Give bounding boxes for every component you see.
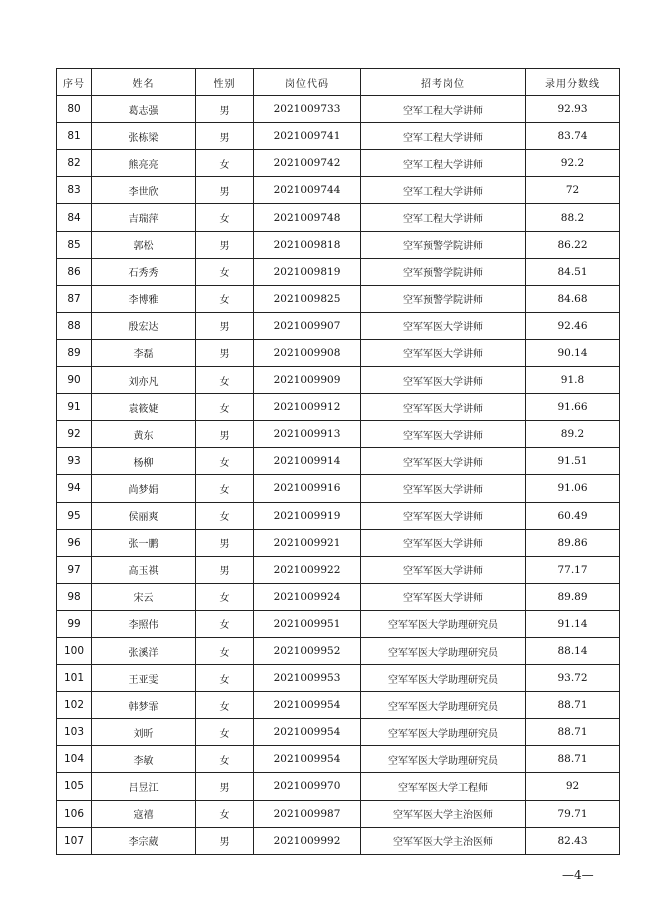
table-row <box>57 827 620 854</box>
row-position-code: 2021009970 <box>254 773 361 800</box>
row-name: 葛志强 <box>92 96 196 123</box>
row-score: 90.14 <box>526 339 620 366</box>
row-name: 尚梦娟 <box>92 475 196 502</box>
row-position-code: 2021009954 <box>254 746 361 773</box>
row-gender: 女 <box>196 502 254 529</box>
table-row <box>57 258 620 285</box>
row-position: 空军军医大学讲师 <box>361 394 526 421</box>
row-position: 空军军医大学讲师 <box>361 583 526 610</box>
row-index: 91 <box>57 394 92 421</box>
row-position-code: 2021009922 <box>254 556 361 583</box>
table-row <box>57 665 620 692</box>
row-name: 刘昕 <box>92 719 196 746</box>
row-score: 91.8 <box>526 367 620 394</box>
row-position-code: 2021009819 <box>254 258 361 285</box>
row-position: 空军军医大学讲师 <box>361 421 526 448</box>
row-position: 空军军医大学主治医师 <box>361 800 526 827</box>
row-name: 侯丽爽 <box>92 502 196 529</box>
row-gender: 男 <box>196 312 254 339</box>
row-index: 104 <box>57 746 92 773</box>
row-position-code: 2021009987 <box>254 800 361 827</box>
row-score: 92.2 <box>526 150 620 177</box>
row-position-code: 2021009952 <box>254 637 361 664</box>
row-gender: 女 <box>196 637 254 664</box>
row-score: 88.71 <box>526 692 620 719</box>
row-gender: 女 <box>196 610 254 637</box>
row-position: 空军工程大学讲师 <box>361 204 526 231</box>
row-name: 殷宏达 <box>92 312 196 339</box>
row-position-code: 2021009825 <box>254 285 361 312</box>
row-position-code: 2021009748 <box>254 204 361 231</box>
header-name: 姓名 <box>92 69 196 96</box>
row-name: 刘亦凡 <box>92 367 196 394</box>
row-position: 空军军医大学讲师 <box>361 502 526 529</box>
row-score: 91.14 <box>526 610 620 637</box>
row-name: 石秀秀 <box>92 258 196 285</box>
row-gender: 女 <box>196 692 254 719</box>
row-position: 空军军医大学讲师 <box>361 312 526 339</box>
row-index: 81 <box>57 123 92 150</box>
row-score: 79.71 <box>526 800 620 827</box>
row-position-code: 2021009912 <box>254 394 361 421</box>
row-position-code: 2021009908 <box>254 339 361 366</box>
header-position-code: 岗位代码 <box>254 69 361 96</box>
row-position-code: 2021009733 <box>254 96 361 123</box>
row-name: 张栋梁 <box>92 123 196 150</box>
table-row <box>57 719 620 746</box>
table-row <box>57 448 620 475</box>
table-row <box>57 339 620 366</box>
row-index: 96 <box>57 529 92 556</box>
row-index: 95 <box>57 502 92 529</box>
row-position-code: 2021009741 <box>254 123 361 150</box>
row-position-code: 2021009907 <box>254 312 361 339</box>
row-index: 105 <box>57 773 92 800</box>
table-row <box>57 96 620 123</box>
table-row <box>57 773 620 800</box>
row-score: 91.06 <box>526 475 620 502</box>
table-row <box>57 475 620 502</box>
table-row <box>57 177 620 204</box>
row-gender: 女 <box>196 800 254 827</box>
row-index: 97 <box>57 556 92 583</box>
table-row <box>57 692 620 719</box>
header-index: 序号 <box>57 69 92 96</box>
row-index: 84 <box>57 204 92 231</box>
row-score: 88.71 <box>526 746 620 773</box>
row-position-code: 2021009954 <box>254 692 361 719</box>
table-row <box>57 529 620 556</box>
row-position-code: 2021009916 <box>254 475 361 502</box>
row-index: 82 <box>57 150 92 177</box>
row-index: 92 <box>57 421 92 448</box>
row-position-code: 2021009951 <box>254 610 361 637</box>
table-row <box>57 394 620 421</box>
row-name: 李博雅 <box>92 285 196 312</box>
row-gender: 男 <box>196 96 254 123</box>
row-index: 90 <box>57 367 92 394</box>
row-name: 黄东 <box>92 421 196 448</box>
table-row <box>57 367 620 394</box>
header-gender: 性别 <box>196 69 254 96</box>
row-name: 李照伟 <box>92 610 196 637</box>
row-position-code: 2021009954 <box>254 719 361 746</box>
table-row <box>57 800 620 827</box>
row-position-code: 2021009742 <box>254 150 361 177</box>
row-name: 李世欣 <box>92 177 196 204</box>
row-score: 86.22 <box>526 231 620 258</box>
row-position: 空军预警学院讲师 <box>361 285 526 312</box>
row-position: 空军军医大学助理研究员 <box>361 665 526 692</box>
row-position: 空军军医大学助理研究员 <box>361 637 526 664</box>
row-index: 86 <box>57 258 92 285</box>
row-score: 88.14 <box>526 637 620 664</box>
row-gender: 男 <box>196 827 254 854</box>
row-position: 空军军医大学讲师 <box>361 475 526 502</box>
table-header-row <box>57 69 620 96</box>
row-index: 101 <box>57 665 92 692</box>
row-score: 92.46 <box>526 312 620 339</box>
table-row <box>57 556 620 583</box>
row-position-code: 2021009909 <box>254 367 361 394</box>
row-position-code: 2021009818 <box>254 231 361 258</box>
row-position: 空军军医大学助理研究员 <box>361 692 526 719</box>
row-gender: 女 <box>196 746 254 773</box>
page-number: —4— <box>562 868 594 882</box>
row-index: 88 <box>57 312 92 339</box>
row-score: 89.89 <box>526 583 620 610</box>
row-gender: 男 <box>196 556 254 583</box>
header-position: 招考岗位 <box>361 69 526 96</box>
row-gender: 男 <box>196 123 254 150</box>
table-row <box>57 285 620 312</box>
row-gender: 男 <box>196 529 254 556</box>
row-position: 空军军医大学讲师 <box>361 556 526 583</box>
header-score-line: 录用分数线 <box>526 69 620 96</box>
row-position: 空军预警学院讲师 <box>361 258 526 285</box>
row-index: 103 <box>57 719 92 746</box>
row-gender: 女 <box>196 367 254 394</box>
row-gender: 女 <box>196 285 254 312</box>
row-position-code: 2021009914 <box>254 448 361 475</box>
row-position-code: 2021009992 <box>254 827 361 854</box>
row-name: 韩梦霏 <box>92 692 196 719</box>
row-position: 空军工程大学讲师 <box>361 96 526 123</box>
row-name: 李磊 <box>92 339 196 366</box>
table-row <box>57 312 620 339</box>
row-position: 空军工程大学讲师 <box>361 123 526 150</box>
row-name: 张溪洋 <box>92 637 196 664</box>
row-name: 寇禧 <box>92 800 196 827</box>
row-index: 93 <box>57 448 92 475</box>
row-position-code: 2021009921 <box>254 529 361 556</box>
row-gender: 女 <box>196 475 254 502</box>
row-position: 空军军医大学助理研究员 <box>361 719 526 746</box>
table-row <box>57 123 620 150</box>
row-score: 84.51 <box>526 258 620 285</box>
row-position: 空军军医大学讲师 <box>361 367 526 394</box>
row-name: 杨柳 <box>92 448 196 475</box>
row-score: 82.43 <box>526 827 620 854</box>
row-score: 60.49 <box>526 502 620 529</box>
row-score: 89.2 <box>526 421 620 448</box>
row-position-code: 2021009919 <box>254 502 361 529</box>
table-row <box>57 610 620 637</box>
row-gender: 女 <box>196 204 254 231</box>
row-name: 吕昱江 <box>92 773 196 800</box>
table-row <box>57 637 620 664</box>
row-score: 91.66 <box>526 394 620 421</box>
row-name: 吉瑞萍 <box>92 204 196 231</box>
row-position: 空军军医大学助理研究员 <box>361 610 526 637</box>
row-index: 80 <box>57 96 92 123</box>
row-position-code: 2021009913 <box>254 421 361 448</box>
row-score: 93.72 <box>526 665 620 692</box>
row-name: 宋云 <box>92 583 196 610</box>
row-index: 94 <box>57 475 92 502</box>
row-score: 84.68 <box>526 285 620 312</box>
row-name: 袁筱婕 <box>92 394 196 421</box>
table-row <box>57 150 620 177</box>
table-row <box>57 421 620 448</box>
row-name: 熊亮亮 <box>92 150 196 177</box>
row-index: 98 <box>57 583 92 610</box>
row-index: 83 <box>57 177 92 204</box>
row-position-code: 2021009744 <box>254 177 361 204</box>
row-gender: 女 <box>196 150 254 177</box>
row-score: 92.93 <box>526 96 620 123</box>
row-gender: 男 <box>196 339 254 366</box>
row-score: 88.71 <box>526 719 620 746</box>
row-score: 92 <box>526 773 620 800</box>
row-gender: 女 <box>196 258 254 285</box>
row-gender: 女 <box>196 583 254 610</box>
table-row <box>57 583 620 610</box>
row-name: 郭松 <box>92 231 196 258</box>
row-name: 王亚雯 <box>92 665 196 692</box>
row-index: 85 <box>57 231 92 258</box>
row-position-code: 2021009924 <box>254 583 361 610</box>
row-position: 空军军医大学讲师 <box>361 339 526 366</box>
row-score: 88.2 <box>526 204 620 231</box>
row-index: 107 <box>57 827 92 854</box>
row-position: 空军军医大学助理研究员 <box>361 746 526 773</box>
row-gender: 男 <box>196 773 254 800</box>
row-score: 77.17 <box>526 556 620 583</box>
row-index: 102 <box>57 692 92 719</box>
row-name: 高玉祺 <box>92 556 196 583</box>
row-position: 空军军医大学讲师 <box>361 529 526 556</box>
table-row <box>57 502 620 529</box>
row-position: 空军军医大学主治医师 <box>361 827 526 854</box>
row-index: 89 <box>57 339 92 366</box>
row-gender: 女 <box>196 448 254 475</box>
row-gender: 女 <box>196 719 254 746</box>
row-gender: 男 <box>196 421 254 448</box>
row-index: 87 <box>57 285 92 312</box>
row-index: 106 <box>57 800 92 827</box>
row-index: 99 <box>57 610 92 637</box>
row-gender: 男 <box>196 231 254 258</box>
table-row <box>57 204 620 231</box>
row-gender: 女 <box>196 394 254 421</box>
row-position: 空军工程大学讲师 <box>361 150 526 177</box>
row-score: 72 <box>526 177 620 204</box>
row-name: 张一鹏 <box>92 529 196 556</box>
row-name: 李宗葳 <box>92 827 196 854</box>
admission-table <box>56 68 620 855</box>
row-position: 空军军医大学讲师 <box>361 448 526 475</box>
row-position: 空军军医大学工程师 <box>361 773 526 800</box>
row-position: 空军预警学院讲师 <box>361 231 526 258</box>
row-gender: 女 <box>196 665 254 692</box>
row-gender: 男 <box>196 177 254 204</box>
row-name: 李敏 <box>92 746 196 773</box>
row-index: 100 <box>57 637 92 664</box>
row-score: 89.86 <box>526 529 620 556</box>
table-row <box>57 231 620 258</box>
table-row <box>57 746 620 773</box>
row-position: 空军工程大学讲师 <box>361 177 526 204</box>
row-score: 91.51 <box>526 448 620 475</box>
row-score: 83.74 <box>526 123 620 150</box>
row-position-code: 2021009953 <box>254 665 361 692</box>
